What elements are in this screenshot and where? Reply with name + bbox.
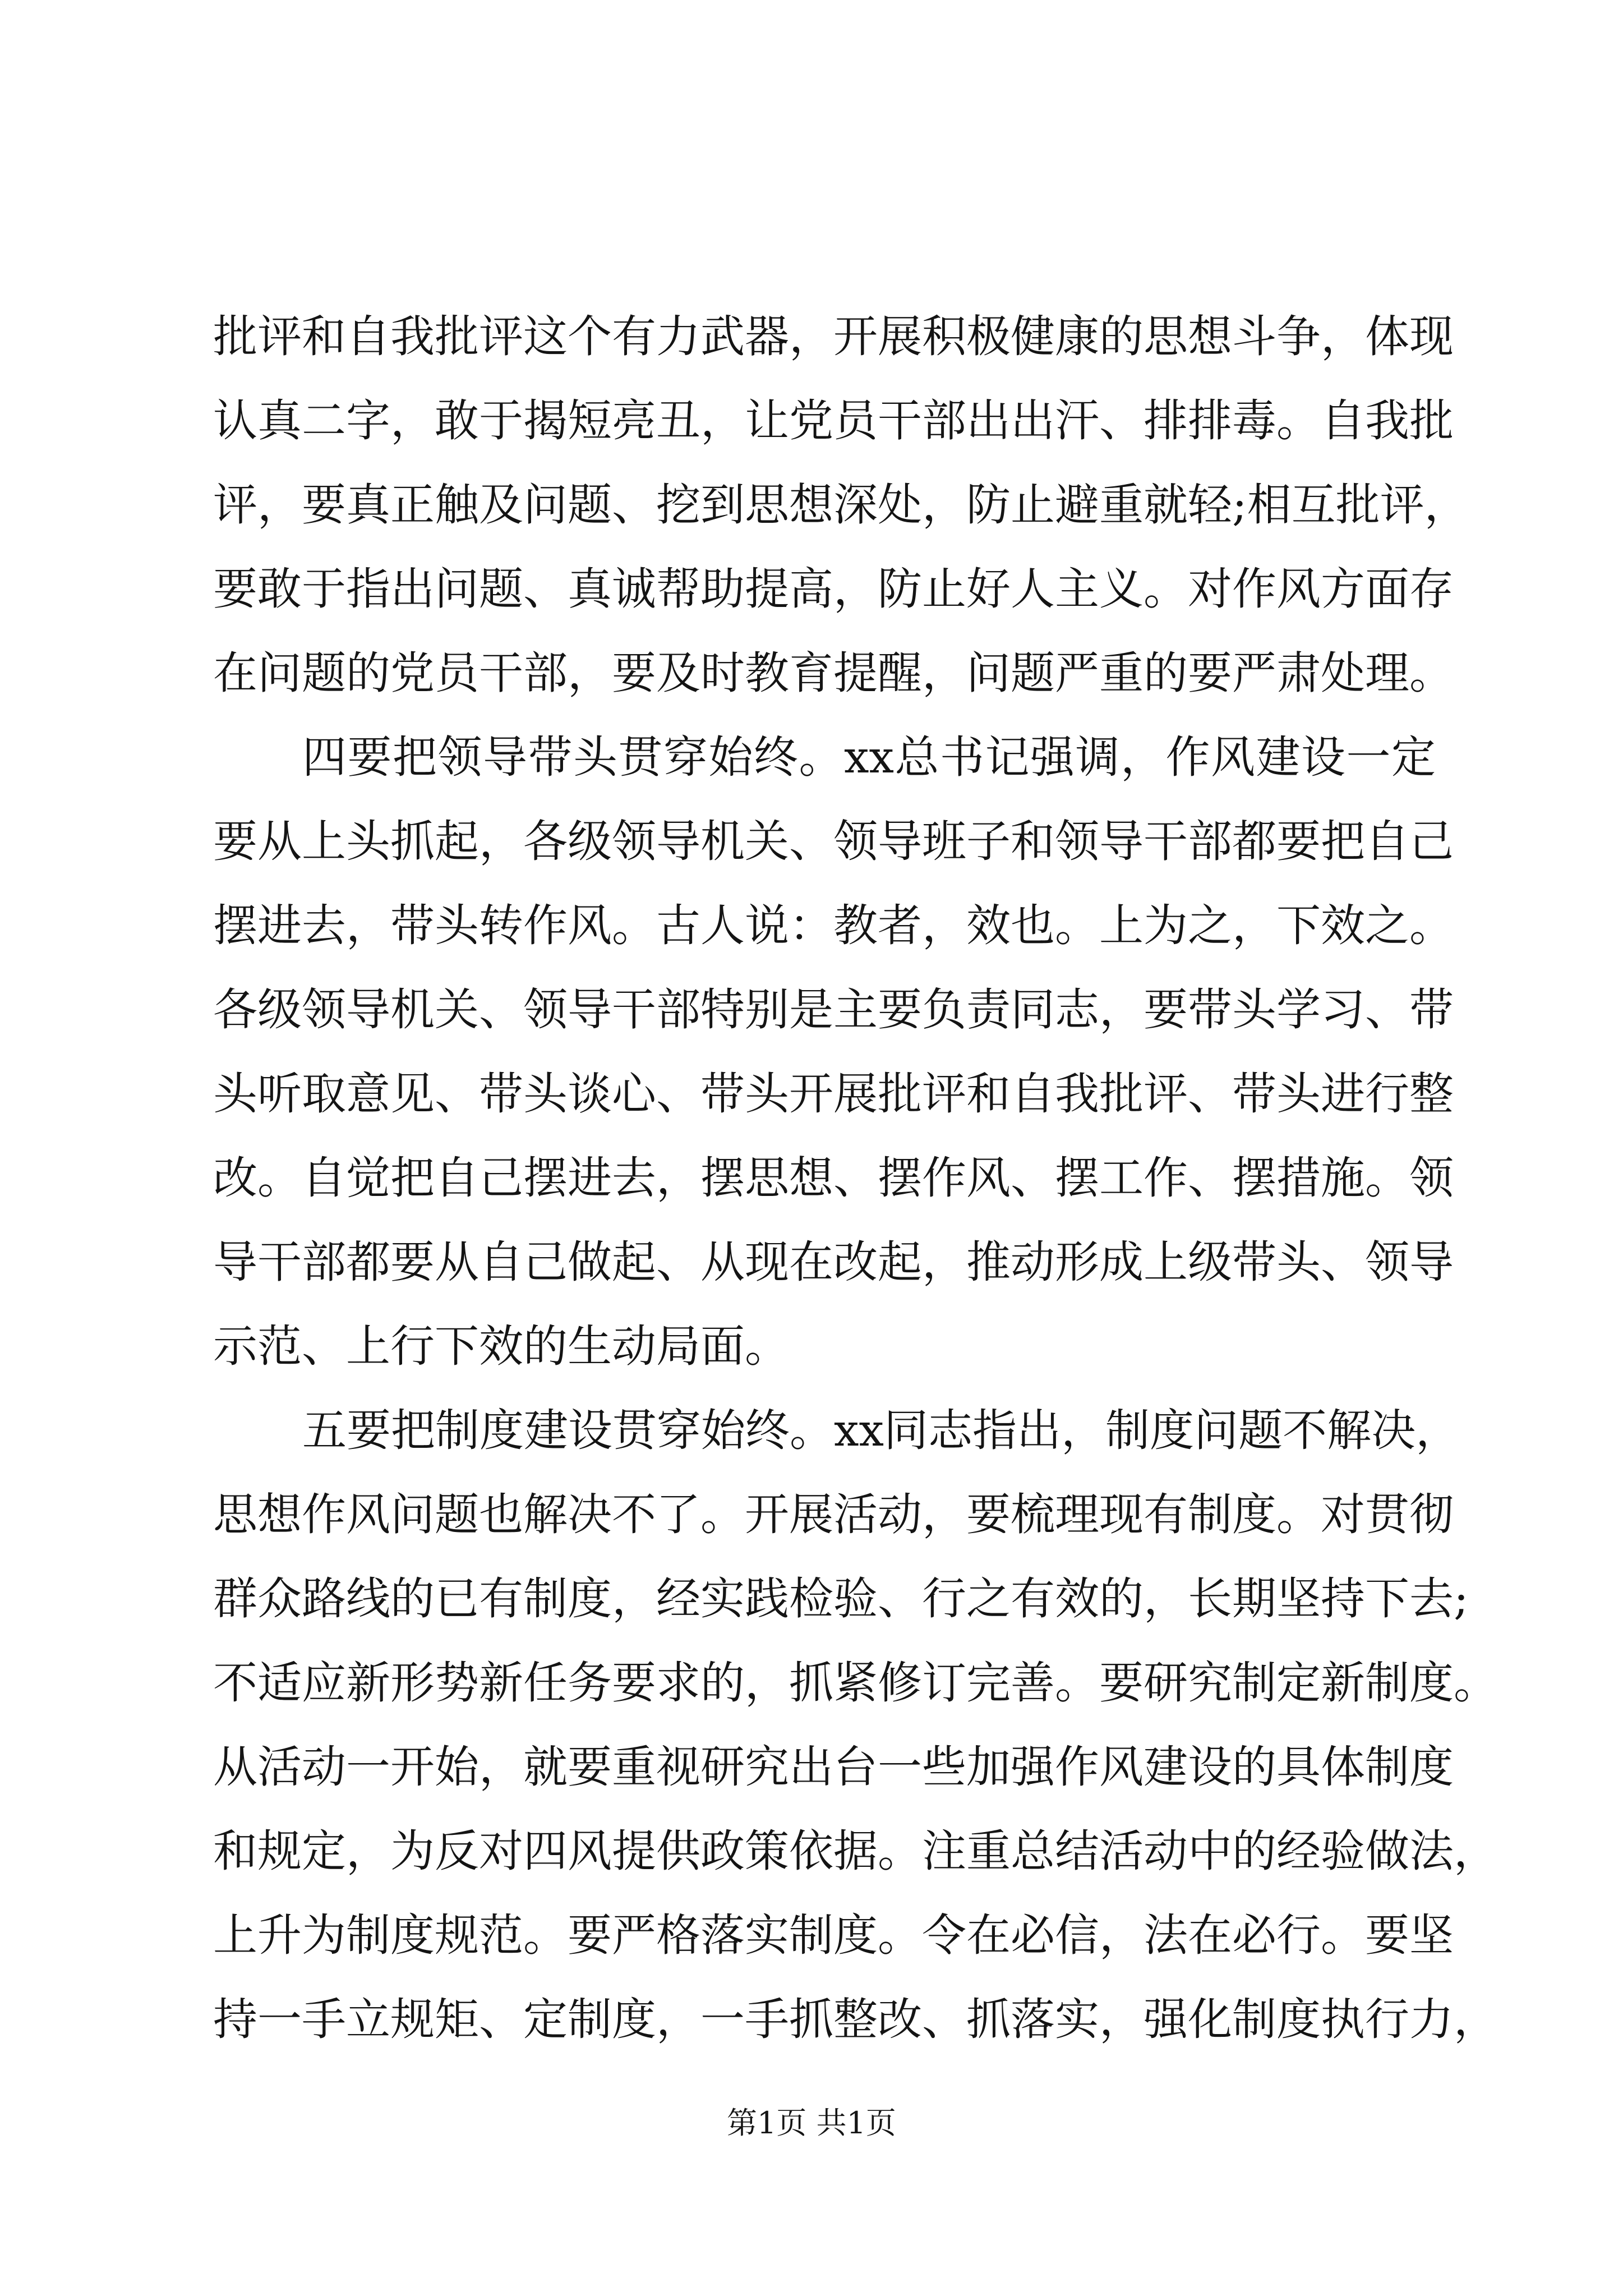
text-line: 批评和自我批评这个有力武器，开展积极健康的思想斗争，体现 [213,311,1454,362]
text-line: 思想作风问题也解决不了。开展活动，要梳理现有制度。对贯彻 [213,1489,1454,1540]
page-footer: 第1页 共1页 [727,2105,896,2141]
text-line: 不适应新形势新任务要求的，抓紧修订完善。要研究制定新制度。 [213,1657,1498,1709]
text-line: 头听取意见、带头谈心、带头开展批评和自我批评、带头进行整 [213,1068,1454,1120]
text-line: 要敢于指出问题、真诚帮助提高，防止好人主义。对作风方面存 [213,563,1454,615]
text-line: 群众路线的已有制度，经实践检验、行之有效的，长期坚持下去; [213,1573,1469,1625]
text-line: 和规定，为反对四风提供政策依据。注重总结活动中的经验做法， [213,1825,1498,1877]
text-line: 上升为制度规范。要严格落实制度。令在必信，法在必行。要坚 [213,1910,1454,1961]
text-line: 示范、上行下效的生动局面。 [213,1320,789,1372]
text-line: 评，要真正触及问题、挖到思想深处，防止避重就轻;相互批评， [213,479,1469,531]
text-line: 认真二字，敢于揭短亮丑，让党员干部出出汗、排排毒。自我批 [213,395,1454,447]
paragraph-5-first-line: 五要把制度建设贯穿始终。xx同志指出，制度问题不解决， [302,1405,1460,1456]
text-line: 改。自觉把自己摆进去，摆思想、摆作风、摆工作、摆措施。领 [213,1152,1454,1204]
text-line: 持一手立规矩、定制度，一手抓整改、抓落实，强化制度执行力， [213,1994,1498,2045]
text-line: 在问题的党员干部，要及时教育提醒，问题严重的要严肃处理。 [213,647,1454,699]
text-line: 摆进去，带头转作风。古人说：教者，效也。上为之，下效之。 [213,900,1454,951]
paragraph-4-first-line: 四要把领导带头贯穿始终。xx总书记强调，作风建设一定 [302,731,1436,783]
text-line: 从活动一开始，就要重视研究出台一些加强作风建设的具体制度 [213,1741,1454,1793]
text-line: 导干部都要从自己做起、从现在改起，推动形成上级带头、领导 [213,1236,1454,1288]
text-line: 各级领导机关、领导干部特别是主要负责同志，要带头学习、带 [213,984,1454,1036]
text-line: 要从上头抓起，各级领导机关、领导班子和领导干部都要把自己 [213,816,1454,867]
